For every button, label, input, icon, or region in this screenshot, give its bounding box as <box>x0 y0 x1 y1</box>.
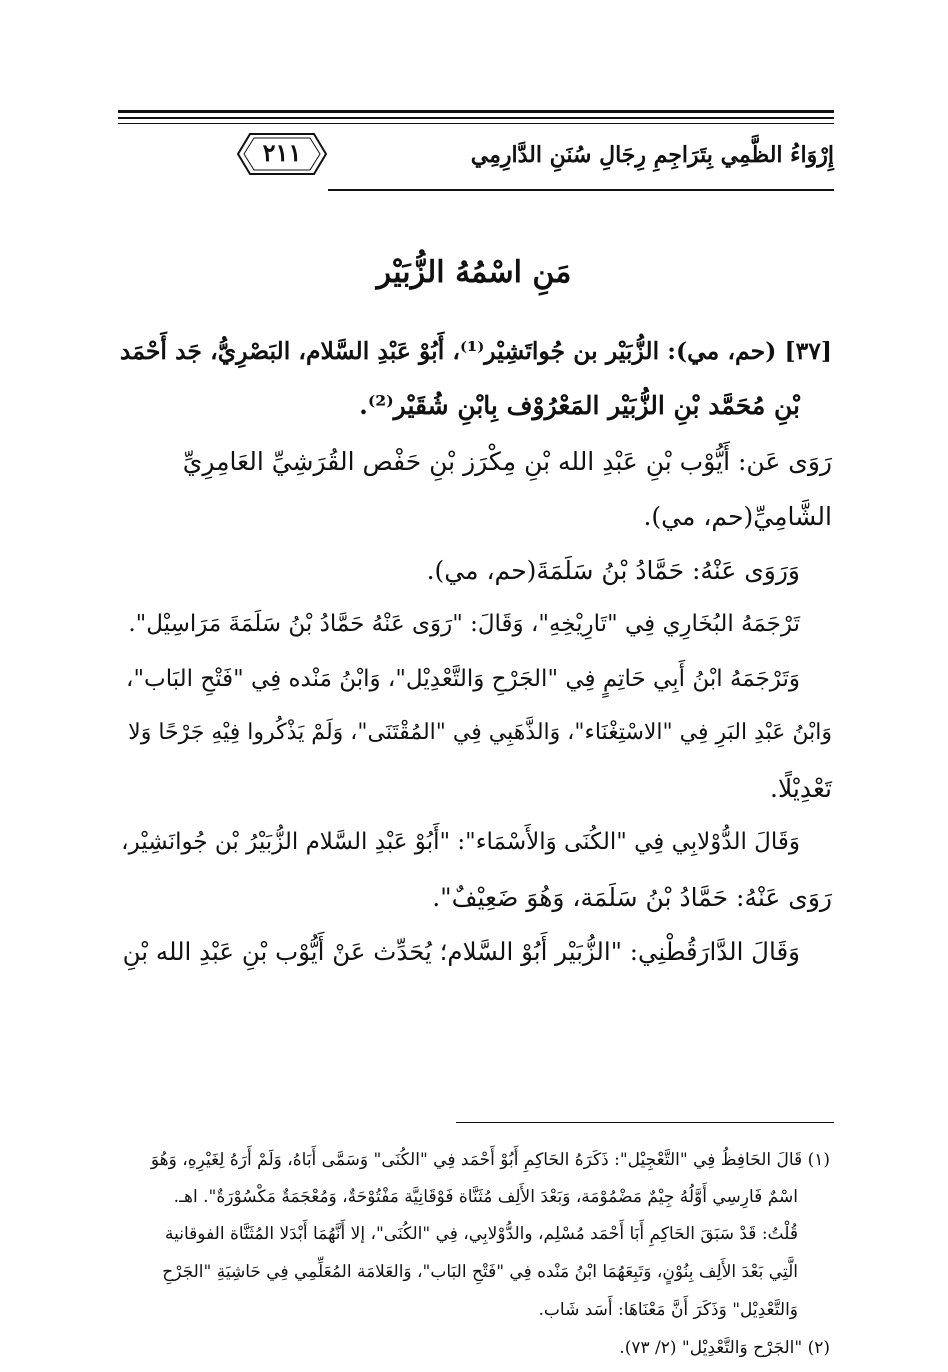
footnote-separator <box>456 1122 834 1123</box>
section-heading: مَنِ اسْمُهُ الزُّبَيْر <box>376 255 572 290</box>
text-line: تَرْجَمَهُ البُخَارِي فِي "تَارِيْخِهِ"، وَقَالَ: "رَوَى عَنْهُ حَمَّادُ بْنُ سَلَمَةَ مَرَاسِيْل". <box>128 611 800 637</box>
text-line: وَابْنُ عَبْدِ البَرِ فِي "الاسْتِغْنَاء"، وَالذَّهَبِي فِي "المُقْتَنَى"، وَلَمْ يَذْكُروا فِيْهِ جَرْحًا وَلا <box>128 720 832 745</box>
text-line: وَقَالَ الدُّوْلابِي فِي "الكُنَى وَالأَسْمَاء": "أَبُوْ عَبْدِ السَّلام الزُّبَيْرُ بْن جُوانَشِيْر، <box>121 829 800 855</box>
text-line: رَوَى عَنْهُ: حَمَّادُ بْنُ سَلَمَة، وَهُوَ ضَعِيْفٌ". <box>432 883 832 912</box>
text-line: وَتَرْجَمَهُ ابْنُ أَبِي حَاتِمٍ فِي "الجَرْحِ وَالتَّعْدِيْل"، وَابْنُ مَنْده فِي "فَتْحِ البَاب"، <box>126 666 800 692</box>
text-line: تَعْدِيْلًا. <box>770 774 832 803</box>
footnote-line: وَالتَّعْدِيْل" وَذَكَرَ أَنَّ مَعْنَاهَا: أَسَد شَاب. <box>538 1300 798 1320</box>
header-underline <box>328 189 834 191</box>
header-rule <box>118 117 834 119</box>
text-line: وَقَالَ الدَّارَقُطْنِي: "الزُّبَيْر أَبُوْ السَّلام؛ يُحَدِّث عَنْ أَيُّوْب بْنِ عَبْدِ الله بْنِ <box>122 937 800 966</box>
footnote-line: الَّتِي بَعْدَ الأَلِف بِنُوْنٍ، وَتَبِعَهُمَا ابْنُ مَنْده فِي "فَتْحِ البَاب"، وَالعَلامَة المُعَلِّمِي فِي حَاشِيَةِ "الجَرْحِ <box>162 1262 798 1282</box>
entry-heading-line: بْنِ مُحَمَّد بْنِ الزُّبَيْر المَعْرُوْف بِابْنِ شُقَيْر⁽²⁾. <box>359 391 800 420</box>
header-rule <box>118 123 834 124</box>
text-line: رَوَى عَن: أَيُّوْب بْنِ عَبْدِ الله بْنِ مِكْرَز بْنِ حَفْص القُرَشِيِّ العَامِرِيِّ <box>182 447 832 476</box>
header-rule <box>118 110 834 113</box>
page-number-frame <box>236 132 328 176</box>
footnote-line: (٢) "الجَرْح وَالتَّعْدِيْل" (٢/ ٧٣). <box>619 1338 830 1358</box>
text-line: وَرَوَى عَنْهُ: حَمَّادُ بْنُ سَلَمَةَ(حم، مي). <box>426 556 800 585</box>
footnote-line: (١) قَالَ الحَافِظُ فِي "التَّعْجِيْل": ذَكَرَهُ الحَاكِمِ أَبُوْ أَحْمَد فِي "الكُنَى" وَسَمَّى أَبَاهُ، وَلَمْ أَرَهُ لِغَيْرِهِ، وَهُوَ <box>150 1150 830 1170</box>
footnote-line: اسْمٌ فَارِسِي أَوَّلُهُ جِيْمٌ مَضْمُوْمَة، وَبَعْدَ الأَلِف مُثَنَّاة فَوْقَانِيَّة مَفْتُوْحَةٌ، وَمُعْجَمَةٌ مَكْسُوْرَةٌ". اهـ. <box>173 1187 798 1207</box>
footnote-line: قُلْتُ: قَدْ سَبَقَ الحَاكِمِ أَبَا أَحْمَد مُسْلِم، والدُّوْلابِي، فِي "الكُنَى"، إلا أَنَّهُمَا أَبْدَلا المُثَنَّاة الفوقانية <box>165 1224 798 1244</box>
page-number: ٢١١ <box>262 138 302 167</box>
book-title: إِرْوَاءُ الظَّمِي بِتَرَاجِمِ رِجَالِ سُنَنِ الدَّارِمِي <box>470 142 834 168</box>
text-line: الشَّامِيِّ(حم، مي). <box>643 502 832 531</box>
entry-heading-line: [٣٧] (حم، مي): الزُّبَيْر بن جُواتَشِيْر⁽¹⁾، أَبُوْ عَبْدِ السَّلام، البَصْرِيُّ، جَد أَحْمَد <box>119 337 832 365</box>
